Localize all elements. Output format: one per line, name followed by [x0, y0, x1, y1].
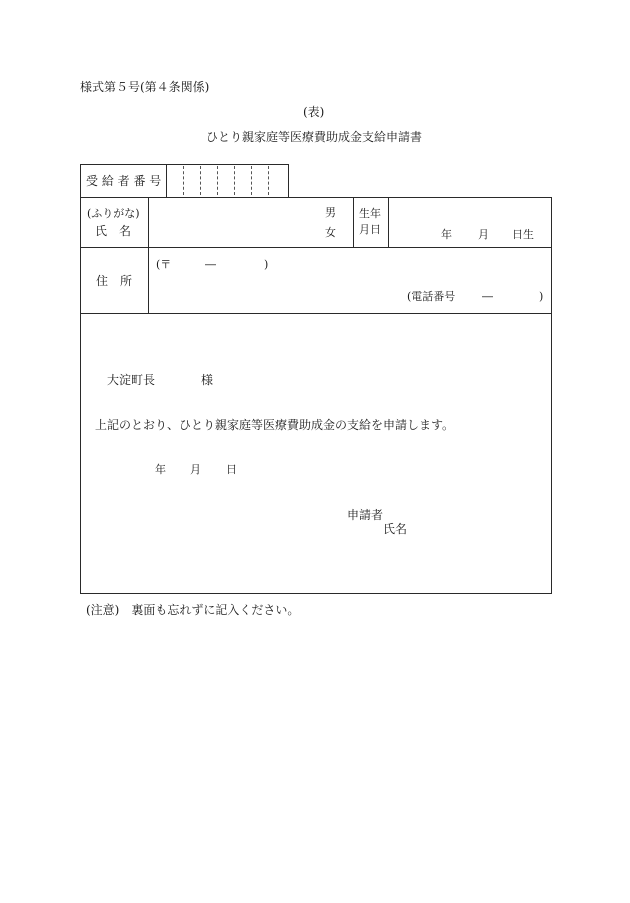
side-label: (表): [303, 105, 325, 119]
postal-code-field[interactable]: [170, 252, 262, 272]
application-year-unit: 年: [155, 463, 166, 476]
form-number: 様式第５号(第４条関係): [80, 80, 210, 94]
applicant-label: 申請者: [347, 508, 384, 522]
birth-day-unit: 日生: [512, 228, 534, 241]
addressee: 大淀町長: [107, 373, 156, 387]
name-field[interactable]: [150, 199, 318, 245]
postal-dash: ―: [205, 258, 216, 271]
phone-label: (電話番号: [407, 290, 456, 303]
phone-number-field[interactable]: [462, 286, 538, 306]
address-label: 住 所: [96, 274, 133, 288]
recipient-number-label: 受 給 者 番 号: [86, 174, 162, 188]
request-statement: 上記のとおり、ひとり親家庭等医療費助成金の支給を申請します。: [95, 418, 455, 432]
postal-close: ): [264, 258, 269, 271]
phone-dash: ―: [482, 290, 493, 303]
table-top-border: [80, 197, 552, 198]
birth-date-label-line2: 月日: [359, 223, 381, 236]
birth-date-label-line1: 生年: [359, 207, 381, 220]
applicant-name-field[interactable]: [412, 516, 546, 538]
table-left-border: [80, 197, 81, 594]
name-label: 氏 名: [95, 224, 132, 238]
application-date-field[interactable]: [120, 458, 244, 478]
application-day-unit: 日: [226, 463, 237, 476]
birth-year-unit: 年: [441, 228, 452, 241]
table-right-border: [551, 197, 552, 594]
address-field[interactable]: [150, 272, 390, 310]
recipient-number-field[interactable]: [167, 165, 287, 196]
gender-male-option[interactable]: 男: [325, 206, 336, 219]
phone-close: ): [539, 290, 544, 303]
birth-month-unit: 月: [478, 228, 489, 241]
form-title: ひとり親家庭等医療費助成金支給申請書: [206, 130, 423, 144]
furigana-label: (ふりがな): [87, 207, 140, 220]
honorific: 様: [201, 373, 214, 387]
table-bottom-border: [80, 593, 552, 594]
applicant-name-label: 氏名: [383, 522, 408, 536]
application-month-unit: 月: [190, 463, 201, 476]
birth-date-field[interactable]: [390, 199, 550, 245]
footer-note: (注意) 裏面も忘れずに記入ください。: [86, 603, 300, 617]
postal-open: (〒: [156, 258, 172, 271]
gender-female-option[interactable]: 女: [325, 226, 336, 239]
